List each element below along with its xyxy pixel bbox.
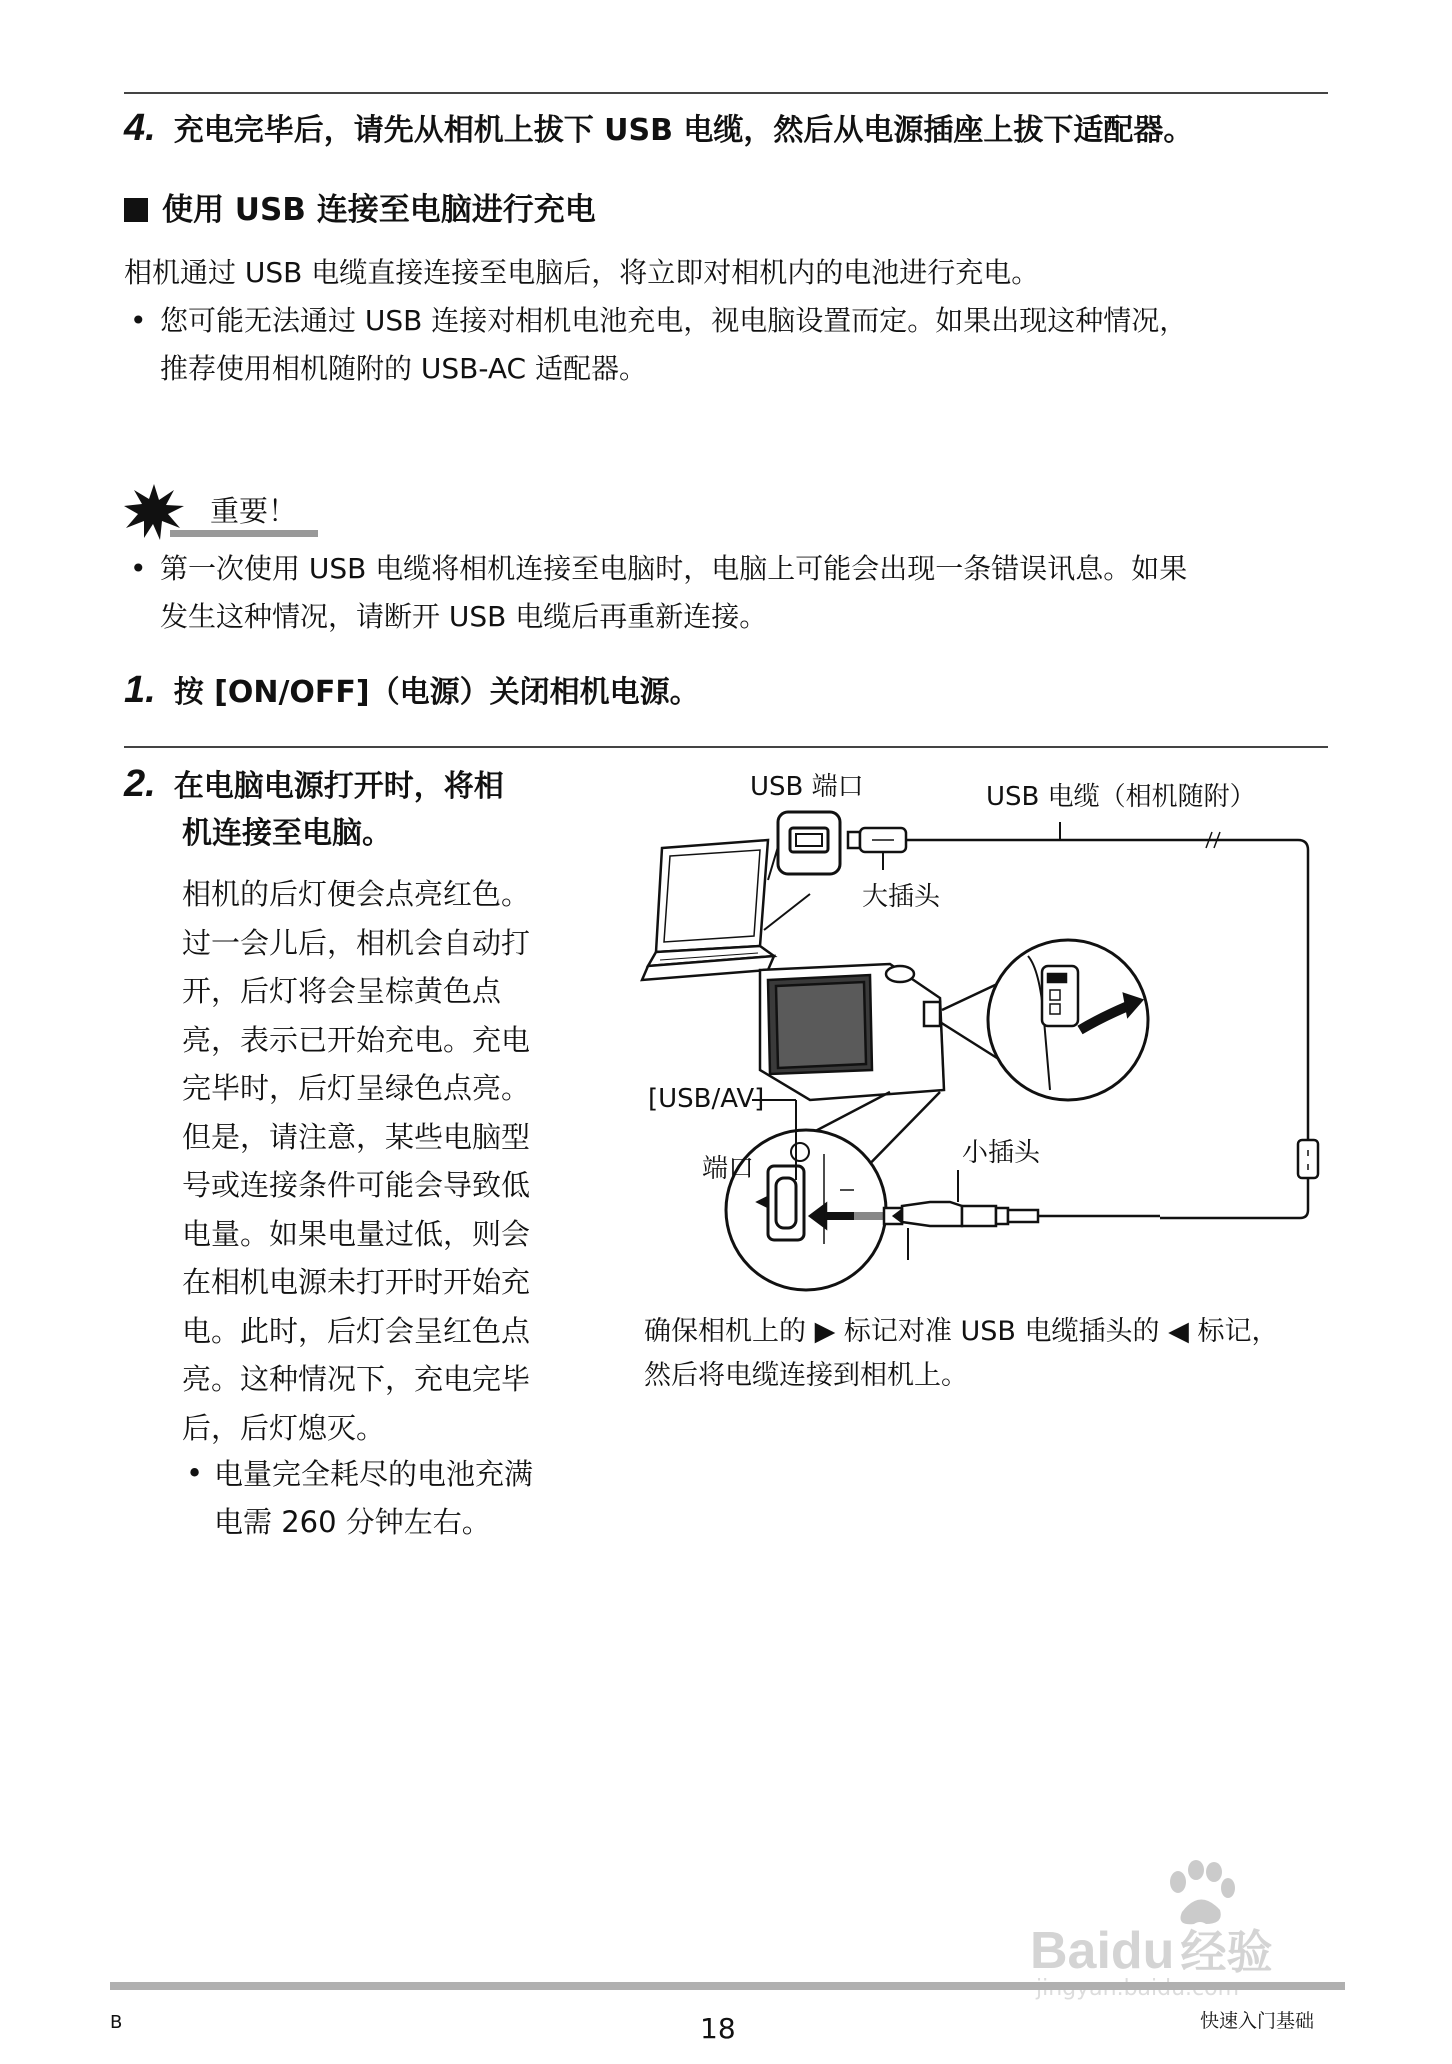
baidu-watermark bbox=[1030, 1860, 1350, 2000]
step-1-text: 按 [ON/OFF]（电源）关闭相机电源。 bbox=[173, 675, 700, 710]
note1-line-2: 推荐使用相机随附的 USB-AC 适配器。 bbox=[160, 352, 647, 385]
step-1 bbox=[124, 668, 700, 715]
footer-rule bbox=[110, 1982, 1345, 1990]
important-title: 重要！ bbox=[210, 494, 298, 528]
step-2-body bbox=[182, 870, 582, 1452]
camera-icon bbox=[760, 964, 944, 1100]
intro-text: 相机通过 USB 电缆直接连接至电脑后，将立即对相机内的电池进行充电。 bbox=[124, 256, 1040, 289]
square-bullet-icon bbox=[124, 198, 148, 222]
step-2-body-line: 亮，表示已开始充电。充电 bbox=[182, 1022, 531, 1057]
footer-right: 快速入门基础 bbox=[1200, 2010, 1315, 2032]
step-2-body-line: 在相机电源未打开时开始充 bbox=[182, 1265, 531, 1299]
watermark-brand-du: du bbox=[1110, 1922, 1175, 1980]
usb-connection-illustration bbox=[640, 770, 1340, 1330]
important-line-1: 第一次使用 USB 电缆将相机连接至电脑时，电脑上可能会出现一条错误讯息。如果 bbox=[160, 552, 1188, 585]
step-2-body-line: 后，后灯熄灭。 bbox=[182, 1410, 386, 1445]
figure-caption-line-1: 确保相机上的 ▶ 标记对准 USB 电缆插头的 ◀ 标记， bbox=[644, 1316, 1279, 1347]
step-2-body-line: 完毕时，后灯呈绿色点亮。 bbox=[182, 1071, 531, 1105]
step-2 bbox=[124, 762, 504, 809]
step-1-number: 1. bbox=[124, 669, 156, 711]
step-2-bullet: • bbox=[186, 1456, 204, 1490]
usb-port-label: USB 端口 bbox=[750, 772, 864, 802]
usb-av-port-label-2: 端口 bbox=[702, 1154, 755, 1184]
step-2-body-line: 电。此时，后灯会呈红色点 bbox=[182, 1313, 531, 1348]
step-2-body-line: 亮。这种情况下，充电完毕 bbox=[182, 1362, 531, 1396]
section-heading bbox=[124, 188, 596, 232]
usb-av-port-label-1: [USB/AV] bbox=[648, 1084, 765, 1114]
step-4-number: 4. bbox=[124, 107, 156, 149]
usb-cable-label: USB 电缆（相机随附） bbox=[986, 782, 1256, 812]
step-2-body-line: 号或连接条件可能会导致低 bbox=[182, 1168, 531, 1202]
top-rule bbox=[124, 92, 1328, 94]
note1-bullet: • bbox=[130, 304, 147, 337]
step-2-body-line: 电量。如果电量过低，则会 bbox=[182, 1216, 531, 1251]
figure-caption-line-2: 然后将电缆连接到相机上。 bbox=[644, 1360, 968, 1391]
laptop-icon bbox=[642, 840, 774, 980]
step-2-title-1: 在电脑电源打开时，将相 bbox=[173, 769, 504, 804]
watermark-site-cn: 经验 bbox=[1180, 1926, 1273, 1978]
footer-left: B bbox=[110, 2012, 123, 2033]
big-plug-label: 大插头 bbox=[862, 882, 941, 912]
note1-line-1: 您可能无法通过 USB 连接对相机电池充电，视电脑设置而定。如果出现这种情况， bbox=[160, 304, 1188, 337]
step-4 bbox=[124, 106, 1193, 153]
step-2-bullet-line-2: 电需 260 分钟左右。 bbox=[214, 1505, 491, 1539]
step-2-bullet-line-1: 电量完全耗尽的电池充满 bbox=[214, 1457, 534, 1491]
section-title: 使用 USB 连接至电脑进行充电 bbox=[162, 192, 596, 228]
step-2-body-line: 相机的后灯便会点亮红色。 bbox=[182, 877, 531, 911]
watermark-brand bbox=[1030, 1916, 1272, 1982]
step-2-title-2: 机连接至电脑。 bbox=[182, 816, 392, 851]
important-bullet: • bbox=[130, 552, 147, 585]
step-2-body-line: 过一会儿后，相机会自动打 bbox=[182, 925, 531, 960]
page-number: 18 bbox=[700, 2012, 736, 2045]
watermark-brand-bai: Bai bbox=[1030, 1922, 1111, 1980]
step-2-number: 2. bbox=[124, 763, 156, 805]
step-2-body-line: 开，后灯将会呈棕黄色点 bbox=[182, 974, 502, 1008]
step-2-body-line: 但是，请注意，某些电脑型 bbox=[182, 1119, 531, 1154]
important-line-2: 发生这种情况，请断开 USB 电缆后再重新连接。 bbox=[160, 600, 768, 633]
small-plug-label: 小插头 bbox=[962, 1138, 1041, 1168]
step-4-text: 充电完毕后，请先从相机上拔下 USB 电缆，然后从电源插座上拔下适配器。 bbox=[173, 113, 1194, 148]
mid-rule bbox=[124, 746, 1328, 748]
